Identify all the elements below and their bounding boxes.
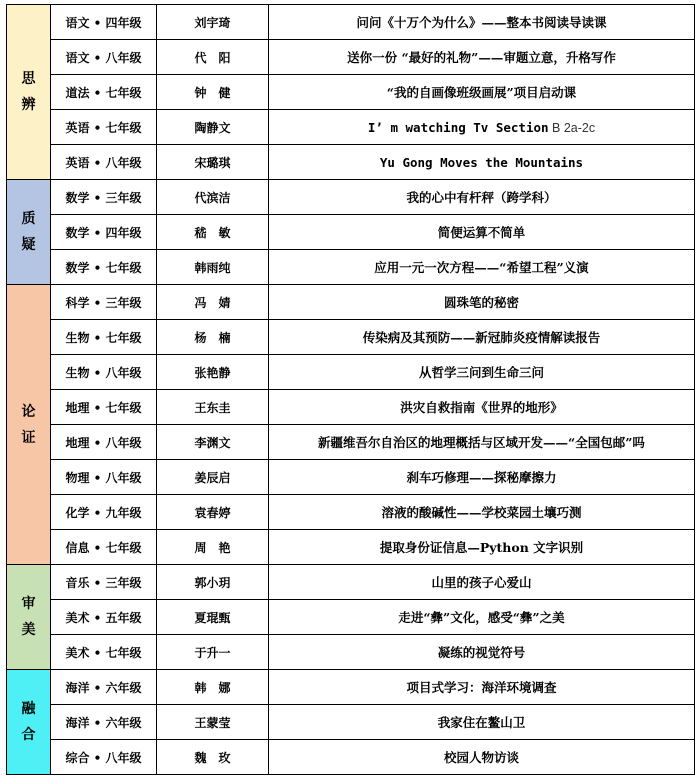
table-row — [7, 40, 695, 75]
teacher-cell: 代 阳 — [157, 40, 269, 75]
subject-grade-cell: 海洋 • 六年级 — [51, 705, 157, 740]
category-cell — [7, 180, 51, 285]
teacher-cell: 冯 婧 — [157, 285, 269, 320]
lesson-topic-cell: “我的自画像班级画展”项目启动课 — [269, 75, 695, 110]
subject-grade-cell: 物理 • 八年级 — [51, 460, 157, 495]
lesson-topic-section: B 2a-2c — [548, 120, 596, 135]
table-row — [7, 670, 695, 705]
lesson-topic-cell: 刹车巧修理——探秘摩擦力 — [269, 460, 695, 495]
teacher-cell: 王蒙莹 — [157, 705, 269, 740]
subject-grade-cell: 道法 • 七年级 — [51, 75, 157, 110]
teacher-cell: 韩雨纯 — [157, 250, 269, 285]
lesson-topic-cell: 简便运算不简单 — [269, 215, 695, 250]
lesson-topic-cell: 传染病及其预防——新冠肺炎疫情解读报告 — [269, 320, 695, 355]
subject-grade-cell: 英语 • 七年级 — [51, 110, 157, 145]
table-row — [7, 320, 695, 355]
lesson-topic-cell: 山里的孩子心爱山 — [269, 565, 695, 600]
category-label: 融合 — [21, 701, 36, 743]
table-row — [7, 285, 695, 320]
table-row — [7, 180, 695, 215]
subject-grade-cell: 科学 • 三年级 — [51, 285, 157, 320]
teacher-cell: 钟 健 — [157, 75, 269, 110]
table-row — [7, 75, 695, 110]
table-row — [7, 250, 695, 285]
lesson-topic-cell: 提取身份证信息—Python 文字识别 — [269, 530, 695, 565]
lesson-topic-cell: Yu Gong Moves the Mountains — [269, 145, 695, 180]
teacher-cell: 宋璐琪 — [157, 145, 269, 180]
lesson-topic-cell: 送你一份 “最好的礼物”——审题立意，升格写作 — [269, 40, 695, 75]
category-cell — [7, 285, 51, 565]
table-row — [7, 425, 695, 460]
subject-grade-cell: 信息 • 七年级 — [51, 530, 157, 565]
category-label: 思辨 — [21, 71, 36, 113]
table-row — [7, 215, 695, 250]
lesson-topic-cell: 新疆维吾尔自治区的地理概括与区域开发——“全国包邮”吗 — [269, 425, 695, 460]
table-row — [7, 635, 695, 670]
table-row — [7, 390, 695, 425]
subject-grade-cell: 地理 • 七年级 — [51, 390, 157, 425]
lesson-topic-cell — [269, 110, 695, 145]
category-cell — [7, 5, 51, 180]
teacher-cell: 陶静文 — [157, 110, 269, 145]
teacher-cell: 王东圭 — [157, 390, 269, 425]
lesson-topic-cell: 我家住在鳌山卫 — [269, 705, 695, 740]
table-row — [7, 740, 695, 775]
table-row — [7, 705, 695, 740]
teacher-cell: 韩 娜 — [157, 670, 269, 705]
subject-grade-cell: 数学 • 四年级 — [51, 215, 157, 250]
teacher-cell: 李渊文 — [157, 425, 269, 460]
subject-grade-cell: 地理 • 八年级 — [51, 425, 157, 460]
table-body — [7, 5, 695, 775]
table-row — [7, 495, 695, 530]
teacher-cell: 袁春婷 — [157, 495, 269, 530]
subject-grade-cell: 语文 • 四年级 — [51, 5, 157, 40]
table-row — [7, 145, 695, 180]
course-schedule-table — [6, 4, 695, 775]
teacher-cell: 杨 楠 — [157, 320, 269, 355]
table-row — [7, 355, 695, 390]
teacher-cell: 魏 玫 — [157, 740, 269, 775]
lesson-topic-cell: 溶液的酸碱性——学校菜园土壤巧测 — [269, 495, 695, 530]
subject-grade-cell: 数学 • 七年级 — [51, 250, 157, 285]
lesson-topic-cell: 走进“彝”文化，感受“彝”之美 — [269, 600, 695, 635]
teacher-cell: 于升一 — [157, 635, 269, 670]
teacher-cell: 郭小玥 — [157, 565, 269, 600]
teacher-cell: 周 艳 — [157, 530, 269, 565]
lesson-topic-cell: 我的心中有杆秤（跨学科） — [269, 180, 695, 215]
category-label: 审美 — [21, 596, 36, 638]
subject-grade-cell: 海洋 • 六年级 — [51, 670, 157, 705]
category-cell — [7, 565, 51, 670]
subject-grade-cell: 数学 • 三年级 — [51, 180, 157, 215]
category-label: 论证 — [21, 403, 36, 446]
subject-grade-cell: 美术 • 五年级 — [51, 600, 157, 635]
table-row — [7, 565, 695, 600]
table-row — [7, 600, 695, 635]
table-row — [7, 460, 695, 495]
lesson-topic-cell: 应用一元一次方程——“希望工程”义演 — [269, 250, 695, 285]
lesson-topic-cell: 洪灾自救指南《世界的地形》 — [269, 390, 695, 425]
teacher-cell: 刘宇琦 — [157, 5, 269, 40]
subject-grade-cell: 化学 • 九年级 — [51, 495, 157, 530]
subject-grade-cell: 生物 • 七年级 — [51, 320, 157, 355]
subject-grade-cell: 英语 • 八年级 — [51, 145, 157, 180]
teacher-cell: 夏琨甄 — [157, 600, 269, 635]
lesson-topic-cell: 项目式学习：海洋环境调查 — [269, 670, 695, 705]
subject-grade-cell: 语文 • 八年级 — [51, 40, 157, 75]
teacher-cell: 姜辰启 — [157, 460, 269, 495]
lesson-topic-main: I’ m watching Tv Section — [367, 119, 549, 135]
teacher-cell: 代滨洁 — [157, 180, 269, 215]
category-cell — [7, 670, 51, 775]
subject-grade-cell: 美术 • 七年级 — [51, 635, 157, 670]
subject-grade-cell: 音乐 • 三年级 — [51, 565, 157, 600]
category-label: 质疑 — [21, 211, 36, 253]
table-row — [7, 5, 695, 40]
teacher-cell: 张艳静 — [157, 355, 269, 390]
lesson-topic-cell: 从哲学三问到生命三问 — [269, 355, 695, 390]
subject-grade-cell: 生物 • 八年级 — [51, 355, 157, 390]
lesson-topic-cell: 问问《十万个为什么》——整本书阅读导读课 — [269, 5, 695, 40]
table-row — [7, 110, 695, 145]
teacher-cell: 嵇 敏 — [157, 215, 269, 250]
lesson-topic-cell: 校园人物访谈 — [269, 740, 695, 775]
table-row — [7, 530, 695, 565]
subject-grade-cell: 综合 • 八年级 — [51, 740, 157, 775]
lesson-topic-cell: 凝练的视觉符号 — [269, 635, 695, 670]
lesson-topic-cell: 圆珠笔的秘密 — [269, 285, 695, 320]
